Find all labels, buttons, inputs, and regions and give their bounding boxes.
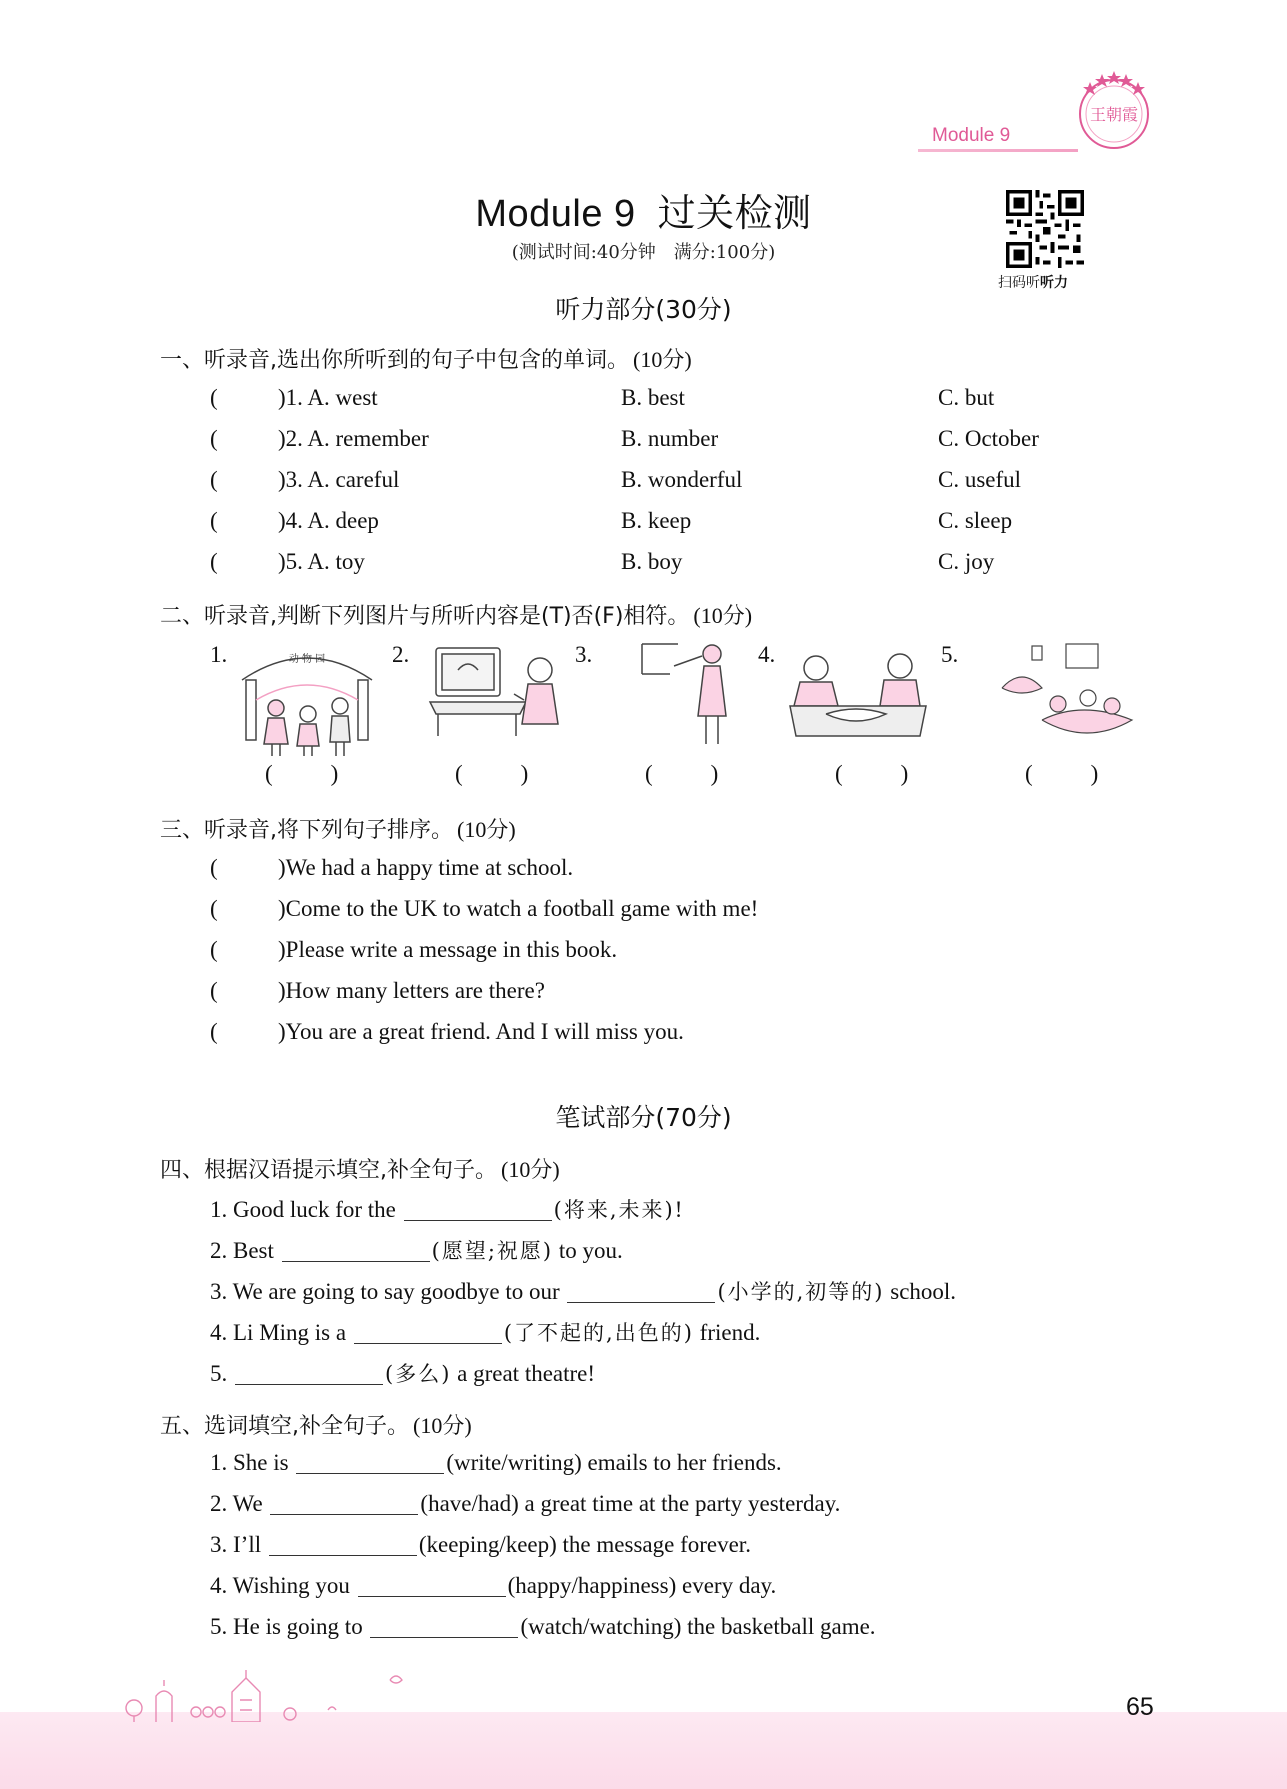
s3-item-5: ( )You are a great friend. And I will miss you. — [210, 1019, 684, 1044]
section-3-title: 三、听录音,将下列句子排序。 (10分) — [160, 817, 516, 843]
section-4-title: 四、根据汉语提示填空,补全句子。 (10分) — [160, 1157, 560, 1183]
picture-3-answer: ( ) — [645, 761, 719, 786]
listening-part-title: 听力部分(30分) — [555, 295, 732, 324]
answer-blank[interactable] — [567, 1281, 715, 1303]
s1-item-5: ( )5. A. toy — [210, 549, 365, 574]
answer-blank[interactable] — [296, 1452, 444, 1474]
picture-5-answer: ( ) — [1025, 761, 1099, 786]
qr-code-icon[interactable] — [1006, 190, 1084, 268]
s1-item-2-c: C. October — [938, 426, 1039, 451]
s1-item-5-b: B. boy — [621, 549, 683, 574]
s4-item-4: 4. Li Ming is a (了不起的,出色的) friend. — [210, 1320, 761, 1345]
footer-castle-decoration — [120, 1660, 540, 1722]
answer-blank[interactable] — [235, 1363, 383, 1385]
picture-1-zoo-gate — [236, 640, 378, 758]
s1-item-3-c: C. useful — [938, 467, 1022, 492]
s3-item-3: ( )Please write a message in this book. — [210, 937, 618, 962]
s1-item-4-c: C. sleep — [938, 508, 1013, 533]
answer-blank[interactable] — [270, 1493, 418, 1515]
s1-item-3: ( )3. A. careful — [210, 467, 400, 492]
s4-item-5: 5. (多么) a great theatre! — [210, 1361, 596, 1386]
picture-1-number: 1. — [210, 642, 228, 667]
title-name: 过关检测 — [657, 193, 812, 235]
s1-item-1-b: B. best — [621, 385, 685, 410]
section-1-title: 一、听录音,选出你所听到的句子中包含的单词。 (10分) — [160, 347, 692, 373]
picture-4-number: 4. — [758, 642, 776, 667]
s5-item-2: 2. We (have/had) a great time at the party yesterday. — [210, 1491, 841, 1516]
page-number: 65 — [1126, 1693, 1154, 1721]
s1-item-1-c: C. but — [938, 385, 995, 410]
answer-blank[interactable] — [282, 1240, 430, 1262]
picture-2-answer: ( ) — [455, 761, 529, 786]
s1-item-3-b: B. wonderful — [621, 467, 743, 492]
title-module: Module 9 — [475, 193, 636, 235]
picture-4-answer: ( ) — [835, 761, 909, 786]
answer-blank[interactable] — [404, 1199, 552, 1221]
s5-item-3: 3. I’ll (keeping/keep) the message forever. — [210, 1532, 751, 1557]
header-underline — [918, 149, 1078, 152]
picture-3-number: 3. — [575, 642, 593, 667]
brand-seal-logo — [1068, 62, 1160, 154]
picture-5-children-party — [992, 640, 1138, 746]
s3-item-2: ( )Come to the UK to watch a football game with me! — [210, 896, 759, 921]
test-info: (测试时间:40分钟 满分:100分) — [511, 242, 776, 263]
picture-4-children-at-table — [786, 652, 930, 740]
s5-item-4: 4. Wishing you (happy/happiness) every day. — [210, 1573, 777, 1598]
answer-blank[interactable] — [370, 1616, 518, 1638]
qr-label-bold: 听力 — [1040, 275, 1068, 291]
writing-part-title: 笔试部分(70分) — [555, 1103, 732, 1132]
picture-5-number: 5. — [941, 642, 959, 667]
answer-blank[interactable] — [358, 1575, 506, 1597]
picture-2-number: 2. — [392, 642, 410, 667]
page-title — [0, 182, 1287, 237]
s1-item-5-c: C. joy — [938, 549, 995, 574]
picture-3-teacher — [640, 640, 740, 750]
s5-item-1: 1. She is (write/writing) emails to her friends. — [210, 1450, 782, 1475]
picture-2-computer — [428, 640, 568, 740]
s1-item-4: ( )4. A. deep — [210, 508, 379, 533]
s3-item-4: ( )How many letters are there? — [210, 978, 545, 1003]
s5-item-5: 5. He is going to (watch/watching) the basketball game. — [210, 1614, 876, 1639]
s1-item-1: ( )1. A. west — [210, 385, 378, 410]
qr-label: 扫码听听力 — [998, 275, 1068, 291]
s1-item-4-b: B. keep — [621, 508, 692, 533]
s1-item-2: ( )2. A. remember — [210, 426, 429, 451]
s1-item-2-b: B. number — [621, 426, 719, 451]
module-tag-label: Module 9 — [932, 125, 1011, 146]
brand-seal-text: 王朝霞 — [1089, 105, 1139, 124]
s4-item-2: 2. Best (愿望;祝愿) to you. — [210, 1238, 623, 1263]
s4-item-1: 1. Good luck for the (将来,未来)! — [210, 1197, 683, 1222]
answer-blank[interactable] — [354, 1322, 502, 1344]
s3-item-1: ( )We had a happy time at school. — [210, 855, 574, 880]
footer-band — [0, 1712, 1287, 1789]
section-2-title: 二、听录音,判断下列图片与所听内容是(T)否(F)相符。 (10分) — [160, 603, 753, 629]
zoo-sign-text: 动 物 园 — [288, 654, 326, 665]
s4-item-3: 3. We are going to say goodbye to our (小学的,初等的) school. — [210, 1279, 957, 1304]
section-5-title: 五、选词填空,补全句子。 (10分) — [160, 1413, 472, 1439]
picture-1-answer: ( ) — [265, 761, 339, 786]
answer-blank[interactable] — [269, 1534, 417, 1556]
